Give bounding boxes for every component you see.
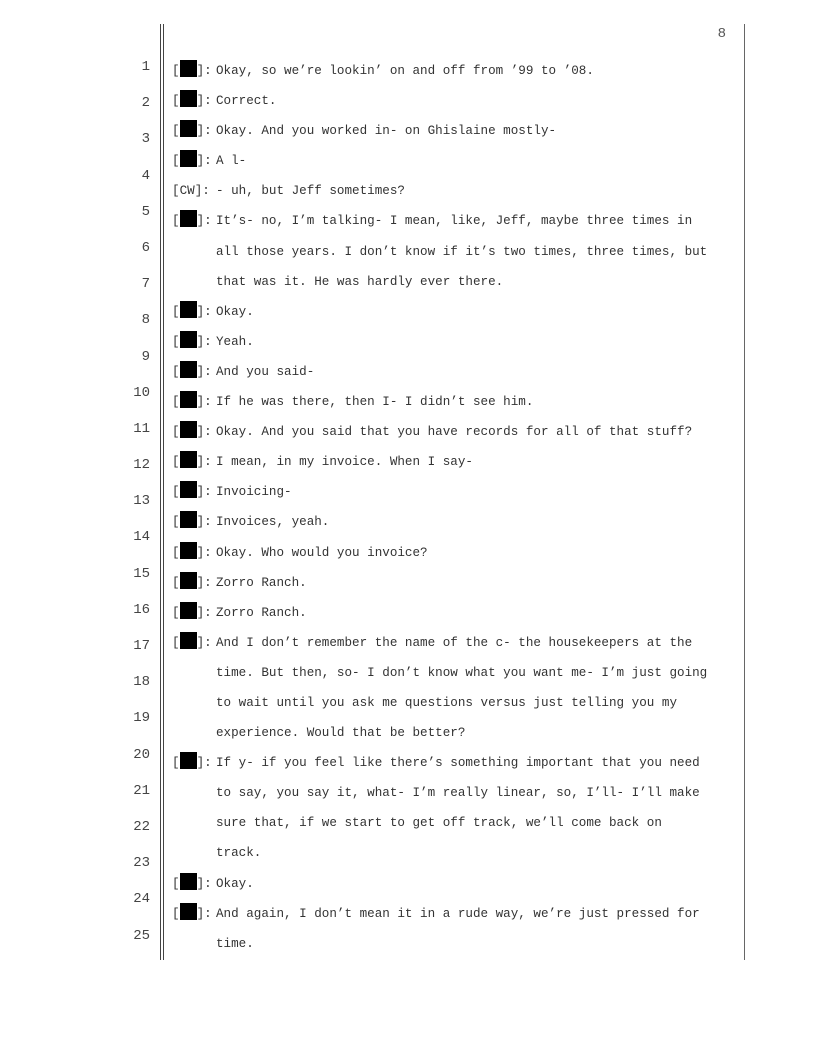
speaker-label: [ ]: xyxy=(172,417,216,447)
line-number: 22 xyxy=(133,818,150,835)
line-number: 7 xyxy=(141,276,150,293)
utterance-line: If y- if you feel like there’s something important that you need xyxy=(216,756,700,771)
transcript-turn xyxy=(172,387,744,417)
utterance xyxy=(216,628,744,748)
utterance xyxy=(216,86,744,116)
redaction-box xyxy=(180,602,197,619)
line-number: 23 xyxy=(133,855,150,872)
speaker-name: CW xyxy=(179,184,195,199)
transcript-turn xyxy=(172,357,744,387)
line-number-column xyxy=(100,57,150,962)
utterance-line: And again, I don’t mean it in a rude way, we’re just pressed for xyxy=(216,906,700,921)
speaker-label: [ ]: xyxy=(172,568,216,598)
redaction-box xyxy=(180,361,197,378)
utterance-line: that was it. He was hardly ever there. xyxy=(216,274,504,289)
utterance xyxy=(216,327,744,357)
redaction-box xyxy=(180,391,197,408)
transcript-turn xyxy=(172,628,744,748)
utterance-line: Invoices, yeah. xyxy=(216,515,330,530)
transcript-turn xyxy=(172,417,744,447)
line-number: 24 xyxy=(133,891,150,908)
transcript-body xyxy=(172,56,744,959)
utterance-line: time. xyxy=(216,936,254,951)
utterance xyxy=(216,899,744,959)
line-number: 8 xyxy=(141,312,150,329)
utterance xyxy=(216,538,744,568)
line-number: 20 xyxy=(133,746,150,763)
transcript-turn xyxy=(172,869,744,899)
redaction-box xyxy=(180,632,197,649)
transcript-turn xyxy=(172,748,744,868)
line-number: 25 xyxy=(133,927,150,944)
speaker-label: [ ]: xyxy=(172,598,216,628)
line-number: 1 xyxy=(141,59,150,75)
transcript-turn xyxy=(172,568,744,598)
utterance-line: sure that, if we start to get off track, we’ll come back on xyxy=(216,816,662,831)
line-number: 9 xyxy=(141,348,150,365)
line-number: 16 xyxy=(133,601,150,618)
speaker-label: [ ]: xyxy=(172,538,216,568)
utterance xyxy=(216,387,744,417)
line-number: 11 xyxy=(133,420,150,437)
utterance-line: Invoicing- xyxy=(216,485,292,500)
speaker-label: [ ]: xyxy=(172,748,216,868)
redaction-box xyxy=(180,421,197,438)
line-number: 18 xyxy=(133,674,150,691)
redaction-box xyxy=(180,210,197,227)
utterance-line: A l- xyxy=(216,154,247,169)
redaction-box xyxy=(180,873,197,890)
utterance xyxy=(216,748,744,868)
utterance-line: If he was there, then I- I didn’t see him. xyxy=(216,395,534,410)
utterance-line: Zorro Ranch. xyxy=(216,575,307,590)
utterance xyxy=(216,206,744,296)
left-margin-rule-inner xyxy=(163,24,164,960)
speaker-label: [ ]: xyxy=(172,447,216,477)
utterance-line: I mean, in my invoice. When I say- xyxy=(216,455,473,470)
utterance-line: Okay. xyxy=(216,876,254,891)
utterance xyxy=(216,598,744,628)
speaker-label: [ ]: xyxy=(172,327,216,357)
transcript-turn xyxy=(172,176,744,206)
utterance-line: track. xyxy=(216,846,262,861)
speaker-label: [ ]: xyxy=(172,869,216,899)
utterance-line: Okay. Who would you invoice? xyxy=(216,545,428,560)
redaction-box xyxy=(180,120,197,137)
redaction-box xyxy=(180,572,197,589)
utterance xyxy=(216,477,744,507)
line-number: 12 xyxy=(133,457,150,474)
redaction-box xyxy=(180,60,197,77)
transcript-turn xyxy=(172,116,744,146)
transcript-turn xyxy=(172,507,744,537)
redaction-box xyxy=(180,150,197,167)
speaker-label: [ ]: xyxy=(172,387,216,417)
redaction-box xyxy=(180,481,197,498)
transcript-turn xyxy=(172,86,744,116)
utterance xyxy=(216,568,744,598)
speaker-label: [ ]: xyxy=(172,86,216,116)
utterance-line: Okay. And you worked in- on Ghislaine mostly- xyxy=(216,124,557,139)
speaker-label: [ ]: xyxy=(172,146,216,176)
line-number: 10 xyxy=(133,384,150,401)
line-number: 6 xyxy=(141,239,150,256)
transcript-turn xyxy=(172,297,744,327)
transcript-turn xyxy=(172,56,744,86)
utterance xyxy=(216,869,744,899)
line-number: 19 xyxy=(133,710,150,727)
transcript-turn xyxy=(172,447,744,477)
utterance xyxy=(216,146,744,176)
utterance xyxy=(216,417,744,447)
speaker-label: [ ]: xyxy=(172,628,216,748)
redaction-box xyxy=(180,331,197,348)
utterance-line: time. But then, so- I don’t know what you want me- I’m just going xyxy=(216,665,708,680)
utterance-line: And you said- xyxy=(216,364,315,379)
line-number: 2 xyxy=(141,95,150,112)
utterance-line: And I don’t remember the name of the c- the housekeepers at the xyxy=(216,635,693,650)
utterance-line: Okay. And you said that you have records for all of that stuff? xyxy=(216,425,693,440)
redaction-box xyxy=(180,542,197,559)
speaker-label: [ ]: xyxy=(172,116,216,146)
utterance xyxy=(216,357,744,387)
utterance-line: Zorro Ranch. xyxy=(216,605,307,620)
line-number: 4 xyxy=(141,167,150,184)
speaker-label: [ ]: xyxy=(172,56,216,86)
utterance-line: It’s- no, I’m talking- I mean, like, Jeff, maybe three times in xyxy=(216,214,693,229)
utterance-line: to wait until you ask me questions versus just telling you my xyxy=(216,695,678,710)
utterance-line: experience. Would that be better? xyxy=(216,726,466,741)
speaker-label: [ ]: xyxy=(172,507,216,537)
redaction-box xyxy=(180,451,197,468)
transcript-turn xyxy=(172,327,744,357)
line-number: 15 xyxy=(133,565,150,582)
speaker-label: [ ]: xyxy=(172,899,216,959)
page-number: 8 xyxy=(717,26,726,42)
utterance-line: Yeah. xyxy=(216,334,254,349)
speaker-label: [ ]: xyxy=(172,477,216,507)
left-margin-rule xyxy=(160,24,161,960)
utterance xyxy=(216,116,744,146)
speaker-label: [ ]: xyxy=(172,357,216,387)
transcript-turn xyxy=(172,538,744,568)
line-number: 13 xyxy=(133,493,150,510)
utterance xyxy=(216,297,744,327)
utterance-line: Correct. xyxy=(216,94,277,109)
line-number: 14 xyxy=(133,529,150,546)
right-margin-rule xyxy=(744,24,745,960)
utterance-line: Okay. xyxy=(216,304,254,319)
speaker-label: [ ]: xyxy=(172,206,216,296)
transcript-turn xyxy=(172,146,744,176)
redaction-box xyxy=(180,752,197,769)
speaker-label: [CW]: xyxy=(172,184,210,199)
line-number: 21 xyxy=(133,782,150,799)
line-number: 17 xyxy=(133,638,150,654)
redaction-box xyxy=(180,301,197,318)
transcript-turn xyxy=(172,598,744,628)
utterance xyxy=(216,56,744,86)
line-number: 3 xyxy=(141,131,150,148)
line-number: 5 xyxy=(141,203,150,220)
redaction-box xyxy=(180,90,197,107)
utterance-line: all those years. I don’t know if it’s two times, three times, but xyxy=(216,244,708,259)
redaction-box xyxy=(180,511,197,528)
utterance-line: Okay, so we’re lookin’ on and off from ’99 to ’08. xyxy=(216,64,594,78)
utterance xyxy=(216,447,744,477)
utterance-line: - uh, but Jeff sometimes? xyxy=(216,184,405,199)
speaker-label: [ ]: xyxy=(172,297,216,327)
transcript-turn xyxy=(172,206,744,296)
transcript-turn xyxy=(172,477,744,507)
utterance-line: to say, you say it, what- I’m really linear, so, I’ll- I’ll make xyxy=(216,786,700,801)
utterance xyxy=(216,176,744,206)
transcript-turn xyxy=(172,899,744,959)
utterance xyxy=(216,507,744,537)
redaction-box xyxy=(180,903,197,920)
